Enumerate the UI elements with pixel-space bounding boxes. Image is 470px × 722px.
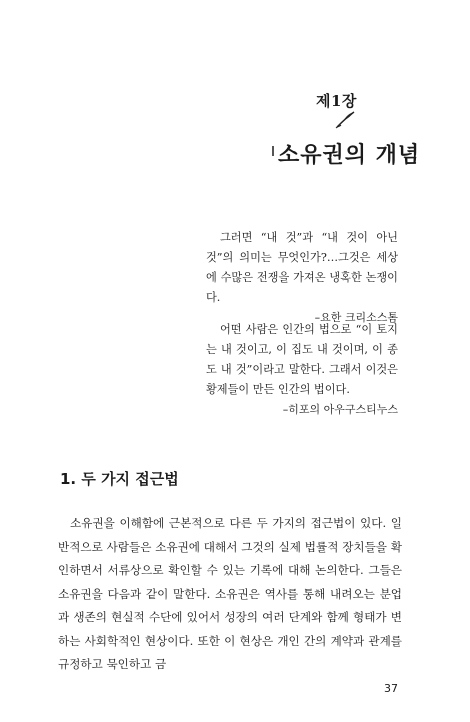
epigraph-2-text: 어떤 사람은 인간의 법으로 “이 토지는 내 것이고, 이 집도 내 것이며, 이 종도 내 것”이라고 말한다. 그래서 이것은 황제들이 만든 인간의 법이다. [206,323,398,396]
epigraph-2 [206,320,398,420]
body-paragraph: 소유권을 이해함에 근본적으로 다른 두 가지의 접근법이 있다. 일반적으로 사람들은 소유권에 대해서 그것의 실제 법률적 장치들을 확인하면서 서류상으로 확인할 수 있는 기록에 대해 논의한다. 그들은 소유권을 다음과 같이 말한다. 소유권은 역사를 통해 내려오는 분업과 생존의 현실적 수단에 있어서 성장의 여러 단계와 함께 형태가 변하는 사회학적인 현상이다. 또한 이 현상은 개인 간의 계약과 관계를 규정하고 묵인하고 금 [58,516,402,671]
section-heading: 1. 두 가지 접근법 [60,470,179,488]
title-mark [272,146,274,156]
epigraph-2-attribution: –히포의 아우구스티누스 [282,403,398,416]
page-number: 37 [384,682,398,695]
chapter-label: 제1장 [316,92,357,110]
body-text [58,512,402,677]
epigraph-1-text: 그러면 “내 것”과 “내 것이 아닌 것”의 의미는 무엇인가?…그것은 세상에 수많은 전쟁을 가져온 냉혹한 논쟁이다. [206,231,398,304]
quill-pen-icon [334,110,356,130]
chapter-title: 소유권의 개념 [278,143,421,168]
epigraph-1 [206,228,398,328]
epigraph-1-attribution: –요한 크리소스톰 [314,311,398,324]
